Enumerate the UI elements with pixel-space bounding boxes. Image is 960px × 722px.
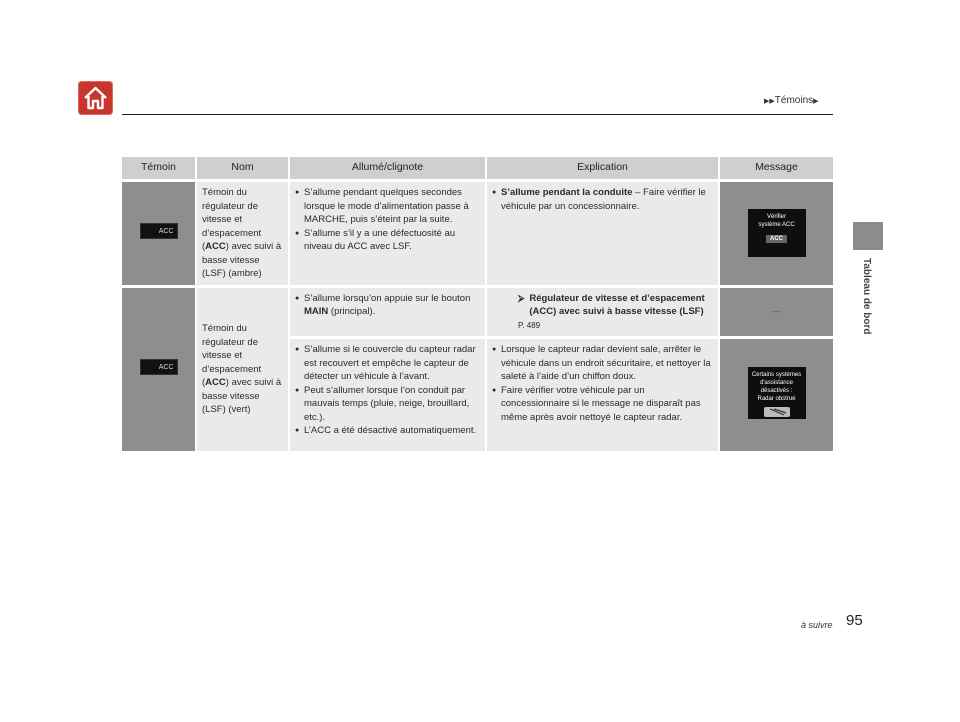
reference-page: P. 489 [518,320,541,330]
list-item: ● Lorsque le capteur radar devient sale, arrêter le véhicule dans un endroit sécuritaire, et nettoyer la saleté à l’aide d’un chiffon doux. [492,343,713,384]
breadcrumb[interactable] [764,95,819,106]
on-cell [290,288,487,337]
home-button[interactable] [78,81,113,115]
acc-indicator-icon: ACC [140,223,178,239]
home-icon [82,85,109,111]
page-number: 95 [846,612,863,629]
list-item: ● L’ACC a été désactivé automatiquement. [295,424,480,438]
acc-indicator-icon: ACC [140,359,178,375]
list-item: ● Peut s’allumer lorsque l’on conduit par mauvais temps (pluie, neige, brouillard, etc.). [295,384,480,425]
list-item: ● S’allume s’il y a une défectuosité au niveau du ACC avec LSF. [295,227,480,254]
explanation-cell [487,288,720,337]
page-reference-link[interactable]: ⮚ Régulateur de vitesse et d’espacement (ACC) avec suivi à basse vitesse (LSF) [518,292,705,317]
section-label: Tableau de bord [861,258,872,335]
breadcrumb-arrow-icon: ▶ [813,98,819,105]
column-header: Message [720,157,833,179]
on-cell [290,182,487,285]
reference-arrow-icon: ⮚ [518,292,525,303]
list-item: ● Faire vérifier votre véhicule par un concessionnaire si le message ne disparaît pas même après avoir nettoyé le capteur radar. [492,384,713,425]
radar-sensor-icon [762,405,792,419]
indicator-table [122,157,833,451]
message-display: Certains systèmes d'assistance désactivés : Radar obstrué [748,367,806,419]
message-display: Vérifier système ACC ACC [748,209,806,257]
message-cell [720,339,833,451]
indicator-cell [122,182,197,285]
breadcrumb-arrow-icon: ▶▶ [764,98,775,105]
message-cell [720,182,833,285]
header-rule [122,114,833,115]
table-header-row [122,157,833,179]
explanation-cell [487,339,720,451]
breadcrumb-label: Témoins [774,95,814,106]
table-row [122,288,833,337]
no-message: — [771,306,782,317]
on-cell [290,339,487,451]
name-cell: Témoin du régulateur de vitesse et d’espacement (ACC) avec suivi à basse vitesse (LSF) (vert) [197,288,290,452]
list-item: ● S’allume si le couvercle du capteur radar est recouvert et empêche le capteur de détecter un véhicule à l’avant. [295,343,480,384]
section-tab[interactable] [853,222,883,250]
indicator-cell [122,288,197,452]
column-header: Témoin [122,157,197,179]
message-cell [720,288,833,337]
name-cell: Témoin du régulateur de vitesse et d’espacement (ACC) avec suivi à basse vitesse (LSF) (ambre) [197,182,290,285]
column-header: Explication [487,157,720,179]
explanation-cell [487,182,720,285]
continued-label: à suivre [801,620,833,630]
table-row [122,182,833,285]
column-header: Nom [197,157,290,179]
list-item: ● S’allume lorsqu’on appuie sur le bouton MAIN (principal). [295,292,480,319]
list-item: ● S’allume pendant la conduite – Faire vérifier le véhicule par un concessionnaire. [492,186,713,213]
column-header: Allumé/clignote [290,157,487,179]
list-item: ● S’allume pendant quelques secondes lorsque le mode d’alimentation passe à MARCHE, puis s’éteint par la suite. [295,186,480,227]
